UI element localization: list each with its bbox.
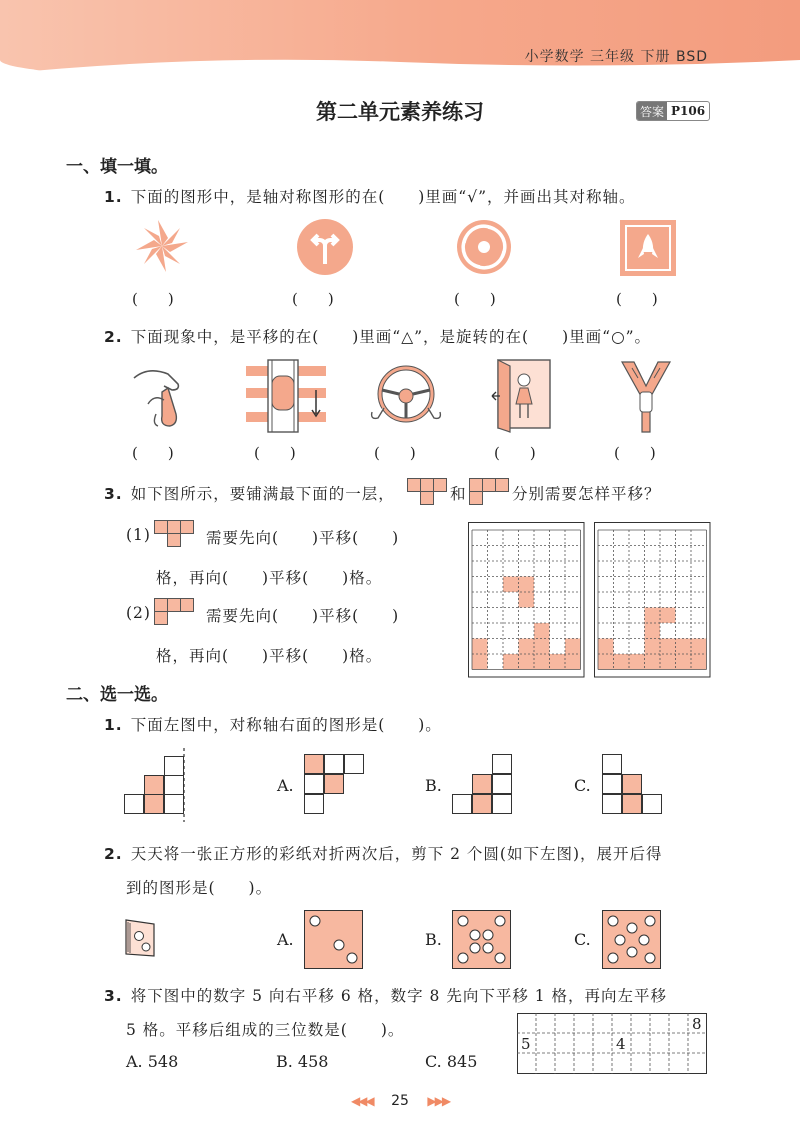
grid-filled-cell [676, 639, 692, 655]
door-girl-icon [490, 356, 556, 432]
grid-filled-cell [565, 639, 581, 655]
book-info: 小学数学 三年级 下册 BSD [524, 49, 708, 65]
answer-page: P106 [671, 104, 706, 118]
q1-prompt: 下面的图形中，是轴对称图形的在( )里画“√”，并画出其对称轴。 [130, 188, 636, 206]
c1-original-figure [124, 748, 188, 822]
c3-text [104, 984, 667, 1006]
grid-filled-cell [550, 654, 566, 670]
c1-option-c-figure [602, 754, 664, 816]
grid-filled-cell [691, 639, 707, 655]
page-number: 25 [391, 1093, 409, 1109]
c3-option-b[interactable]: B. 458 [276, 1052, 329, 1071]
q1-number: 1. [104, 188, 123, 206]
q3-prompt-b: 分别需要怎样平移？ [512, 485, 661, 503]
c2-option-c[interactable]: C. [574, 930, 591, 949]
grid-filled-cell [598, 639, 614, 655]
q3-and: 和 [450, 485, 467, 503]
hand-twist-icon [128, 364, 198, 430]
q3-text [104, 482, 395, 504]
grid-filled-cell [676, 654, 692, 670]
c2-prompt: 天天将一张正方形的彩纸对折两次后，剪下 2 个圆(如下左图)，展开后得 [130, 845, 663, 863]
c1-number: 1. [104, 716, 123, 734]
c2-option-c-figure [602, 910, 662, 970]
grid-filled-cell [534, 623, 550, 639]
section-choose-heading: 二、选一选。 [66, 685, 168, 705]
footer-left-arrows: ◀◀◀ [350, 1094, 373, 1108]
section-fill-heading: 一、填一填。 [66, 157, 168, 177]
grid-filled-cell [660, 654, 676, 670]
c1-option-b[interactable]: B. [425, 776, 442, 795]
grid-filled-cell [519, 577, 535, 593]
t-shape-icon [407, 478, 449, 506]
grid-digit-5: 5 [521, 1035, 531, 1053]
pinwheel-icon [134, 218, 190, 274]
grid-digit-8: 8 [692, 1015, 702, 1033]
q1-text [104, 185, 636, 207]
c3-option-c[interactable]: C. 845 [425, 1052, 478, 1071]
c3-number: 3. [104, 987, 123, 1005]
c2-option-a-figure [304, 910, 364, 970]
q3-sub2-line2: 格，再向( )平移( )格。 [156, 647, 383, 665]
q2-blank-2[interactable]: ( ) [254, 444, 296, 462]
c3-prompt: 将下图中的数字 5 向右平移 6 格，数字 8 先向下平移 1 格，再向左平移 [130, 987, 668, 1005]
steering-wheel-icon [368, 360, 444, 430]
grid-filled-cell [519, 639, 535, 655]
c3-option-a[interactable]: A. 548 [126, 1052, 179, 1071]
q1-blank-3[interactable]: ( ) [454, 290, 496, 308]
c1-option-a-figure [304, 754, 366, 816]
q2-number: 2. [104, 328, 123, 346]
answer-key: 答案 [637, 102, 667, 121]
c2-option-a[interactable]: A. [277, 930, 294, 949]
c2-option-b[interactable]: B. [425, 930, 442, 949]
page-title: 第二单元素养练习 [316, 100, 484, 124]
c1-option-a[interactable]: A. [277, 776, 294, 795]
grid-filled-cell [629, 654, 645, 670]
digit-grid [517, 1013, 707, 1075]
turn-sign-icon [296, 218, 354, 276]
page-footer [0, 1093, 800, 1109]
tiling-grid-2 [594, 522, 706, 676]
grid-filled-cell [660, 639, 676, 655]
grid-digit-4: 4 [616, 1035, 626, 1053]
q2-text [104, 325, 651, 347]
grid-filled-cell [598, 654, 614, 670]
answer-tag[interactable] [636, 101, 710, 121]
grid-filled-cell [691, 654, 707, 670]
grid-filled-cell [645, 623, 661, 639]
q1-blank-4[interactable]: ( ) [616, 290, 658, 308]
q2-prompt: 下面现象中，是平移的在( )里画“△”，是旋转的在( )里画“○”。 [130, 328, 652, 346]
c2-prompt-2: 到的图形是( )。 [126, 879, 273, 897]
grid-filled-cell [534, 654, 550, 670]
grid-filled-cell [472, 639, 488, 655]
c1-option-b-figure [452, 754, 514, 816]
q3-sub2-label: (2) [126, 604, 151, 622]
grid-filled-cell [645, 654, 661, 670]
c2-option-b-figure [452, 910, 512, 970]
grid-filled-cell [534, 639, 550, 655]
elevator-icon [246, 360, 326, 432]
q3-sub1-line1: 需要先向( )平移( ) [206, 529, 400, 547]
q1-blank-2[interactable]: ( ) [292, 290, 334, 308]
grid-filled-cell [519, 592, 535, 608]
q3-number: 3. [104, 485, 123, 503]
grid-filled-cell [660, 608, 676, 624]
grid-filled-cell [519, 654, 535, 670]
grid-filled-cell [614, 654, 630, 670]
q2-blank-3[interactable]: ( ) [374, 444, 416, 462]
grid-filled-cell [503, 654, 519, 670]
q2-blank-1[interactable]: ( ) [132, 444, 174, 462]
footer-right-arrows: ▶▶▶ [427, 1094, 450, 1108]
grid-filled-cell [472, 654, 488, 670]
c1-text [104, 713, 442, 735]
q2-blank-5[interactable]: ( ) [614, 444, 656, 462]
grid-filled-cell [645, 639, 661, 655]
tiling-grid-1 [468, 522, 580, 676]
q3-sub2-line1: 需要先向( )平移( ) [206, 607, 400, 625]
swirl-icon [455, 218, 513, 276]
q2-blank-4[interactable]: ( ) [494, 444, 536, 462]
sub1-t-shape-icon [154, 520, 196, 550]
q3-sub1-line2: 格，再向( )平移( )格。 [156, 569, 383, 587]
q3-sub1-label: (1) [126, 526, 151, 544]
grid-filled-cell [503, 577, 519, 593]
c1-prompt: 下面左图中，对称轴右面的图形是( )。 [130, 716, 442, 734]
c2-text [104, 842, 663, 864]
c1-option-c[interactable]: C. [574, 776, 591, 795]
folded-paper-icon [122, 918, 158, 958]
q1-blank-1[interactable]: ( ) [132, 290, 174, 308]
c3-prompt-2: 5 格。平移后组成的三位数是( )。 [126, 1021, 405, 1039]
q3-prompt-a: 如下图所示，要铺满最下面的一层， [130, 485, 395, 503]
zipper-icon [618, 362, 674, 432]
l-shape-icon [469, 478, 511, 506]
rocket-sign-icon [620, 220, 676, 276]
sub2-l-shape-icon [154, 598, 196, 628]
grid-filled-cell [565, 654, 581, 670]
grid-filled-cell [645, 608, 661, 624]
c2-number: 2. [104, 845, 123, 863]
